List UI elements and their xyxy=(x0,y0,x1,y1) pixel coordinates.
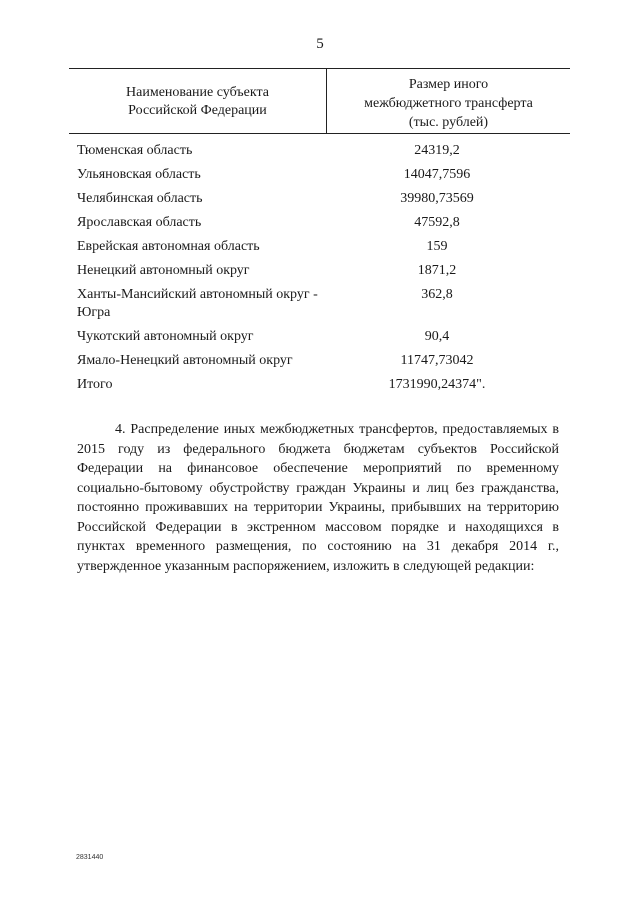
subject-name-cell: Ямало-Ненецкий автономный округ xyxy=(77,353,293,368)
total-amount-cell: 1731990,24374". xyxy=(388,377,486,392)
header-subject-name-line2: Российской Федерации xyxy=(128,103,267,118)
header-subject-name-line1: Наименование субъекта xyxy=(126,85,269,100)
table-row xyxy=(77,262,547,280)
subject-name-cell: Еврейская автономная область xyxy=(77,239,260,254)
total-label-cell: Итого xyxy=(77,377,113,392)
document-code: 2831440 xyxy=(76,854,104,861)
subject-name-cell: Тюменская область xyxy=(77,143,193,158)
table-row xyxy=(77,286,547,322)
amount-cell: 1871,2 xyxy=(417,263,457,278)
header-transfer-amount-line2: межбюджетного трансферта xyxy=(364,95,533,111)
table-row xyxy=(77,190,547,208)
subject-name-cell: Ульяновская область xyxy=(77,167,201,182)
table-row xyxy=(77,142,547,160)
table-row xyxy=(77,328,547,346)
amount-cell: 159 xyxy=(426,239,448,254)
header-transfer-amount xyxy=(327,69,570,135)
subject-name-cell: Ханты-Мансийский автономный округ - Югра xyxy=(77,287,318,320)
table-body xyxy=(77,142,547,400)
header-subject-name xyxy=(69,69,327,133)
table-row xyxy=(77,238,547,256)
table-row xyxy=(77,352,547,370)
table-total-row xyxy=(77,376,547,394)
amount-cell: 47592,8 xyxy=(414,215,460,230)
subject-name-cell: Чукотский автономный округ xyxy=(77,329,254,344)
table-row xyxy=(77,166,547,184)
paragraph-item-4: 4. Распределение иных межбюджетных трансфертов, предоставляемых в 2015 году из федерального бюджета бюджетам субъектов Российской Федерации на финансовое обеспечение мероприятий по временному социально-бытовому обустройству граждан Украины и лиц без гражданства, постоянно проживавших на территории Украины, прибывших на территорию Российской Федерации в экстренном массовом порядке и находящихся в пунктах временного размещения, по состоянию на 31 декабря 2014 г., утвержденное указанным распоряжением, изложить в следующей редакции: xyxy=(77,422,559,574)
subject-name-cell: Челябинская область xyxy=(77,191,203,206)
amount-cell: 24319,2 xyxy=(414,143,460,158)
subject-name-cell: Ненецкий автономный округ xyxy=(77,263,250,278)
amount-cell: 90,4 xyxy=(424,329,450,344)
header-transfer-amount-line1: Размер иного xyxy=(408,76,489,92)
amount-cell: 362,8 xyxy=(421,287,453,302)
table-header xyxy=(69,68,570,134)
table-row xyxy=(77,214,547,232)
subject-name-cell: Ярославская область xyxy=(77,215,202,230)
amount-cell: 11747,73042 xyxy=(400,353,474,368)
amount-cell: 14047,7596 xyxy=(403,167,471,182)
amount-cell: 39980,73569 xyxy=(400,191,474,206)
header-transfer-amount-line3: (тыс. рублей) xyxy=(408,114,489,130)
page-number: 5 xyxy=(316,36,324,52)
